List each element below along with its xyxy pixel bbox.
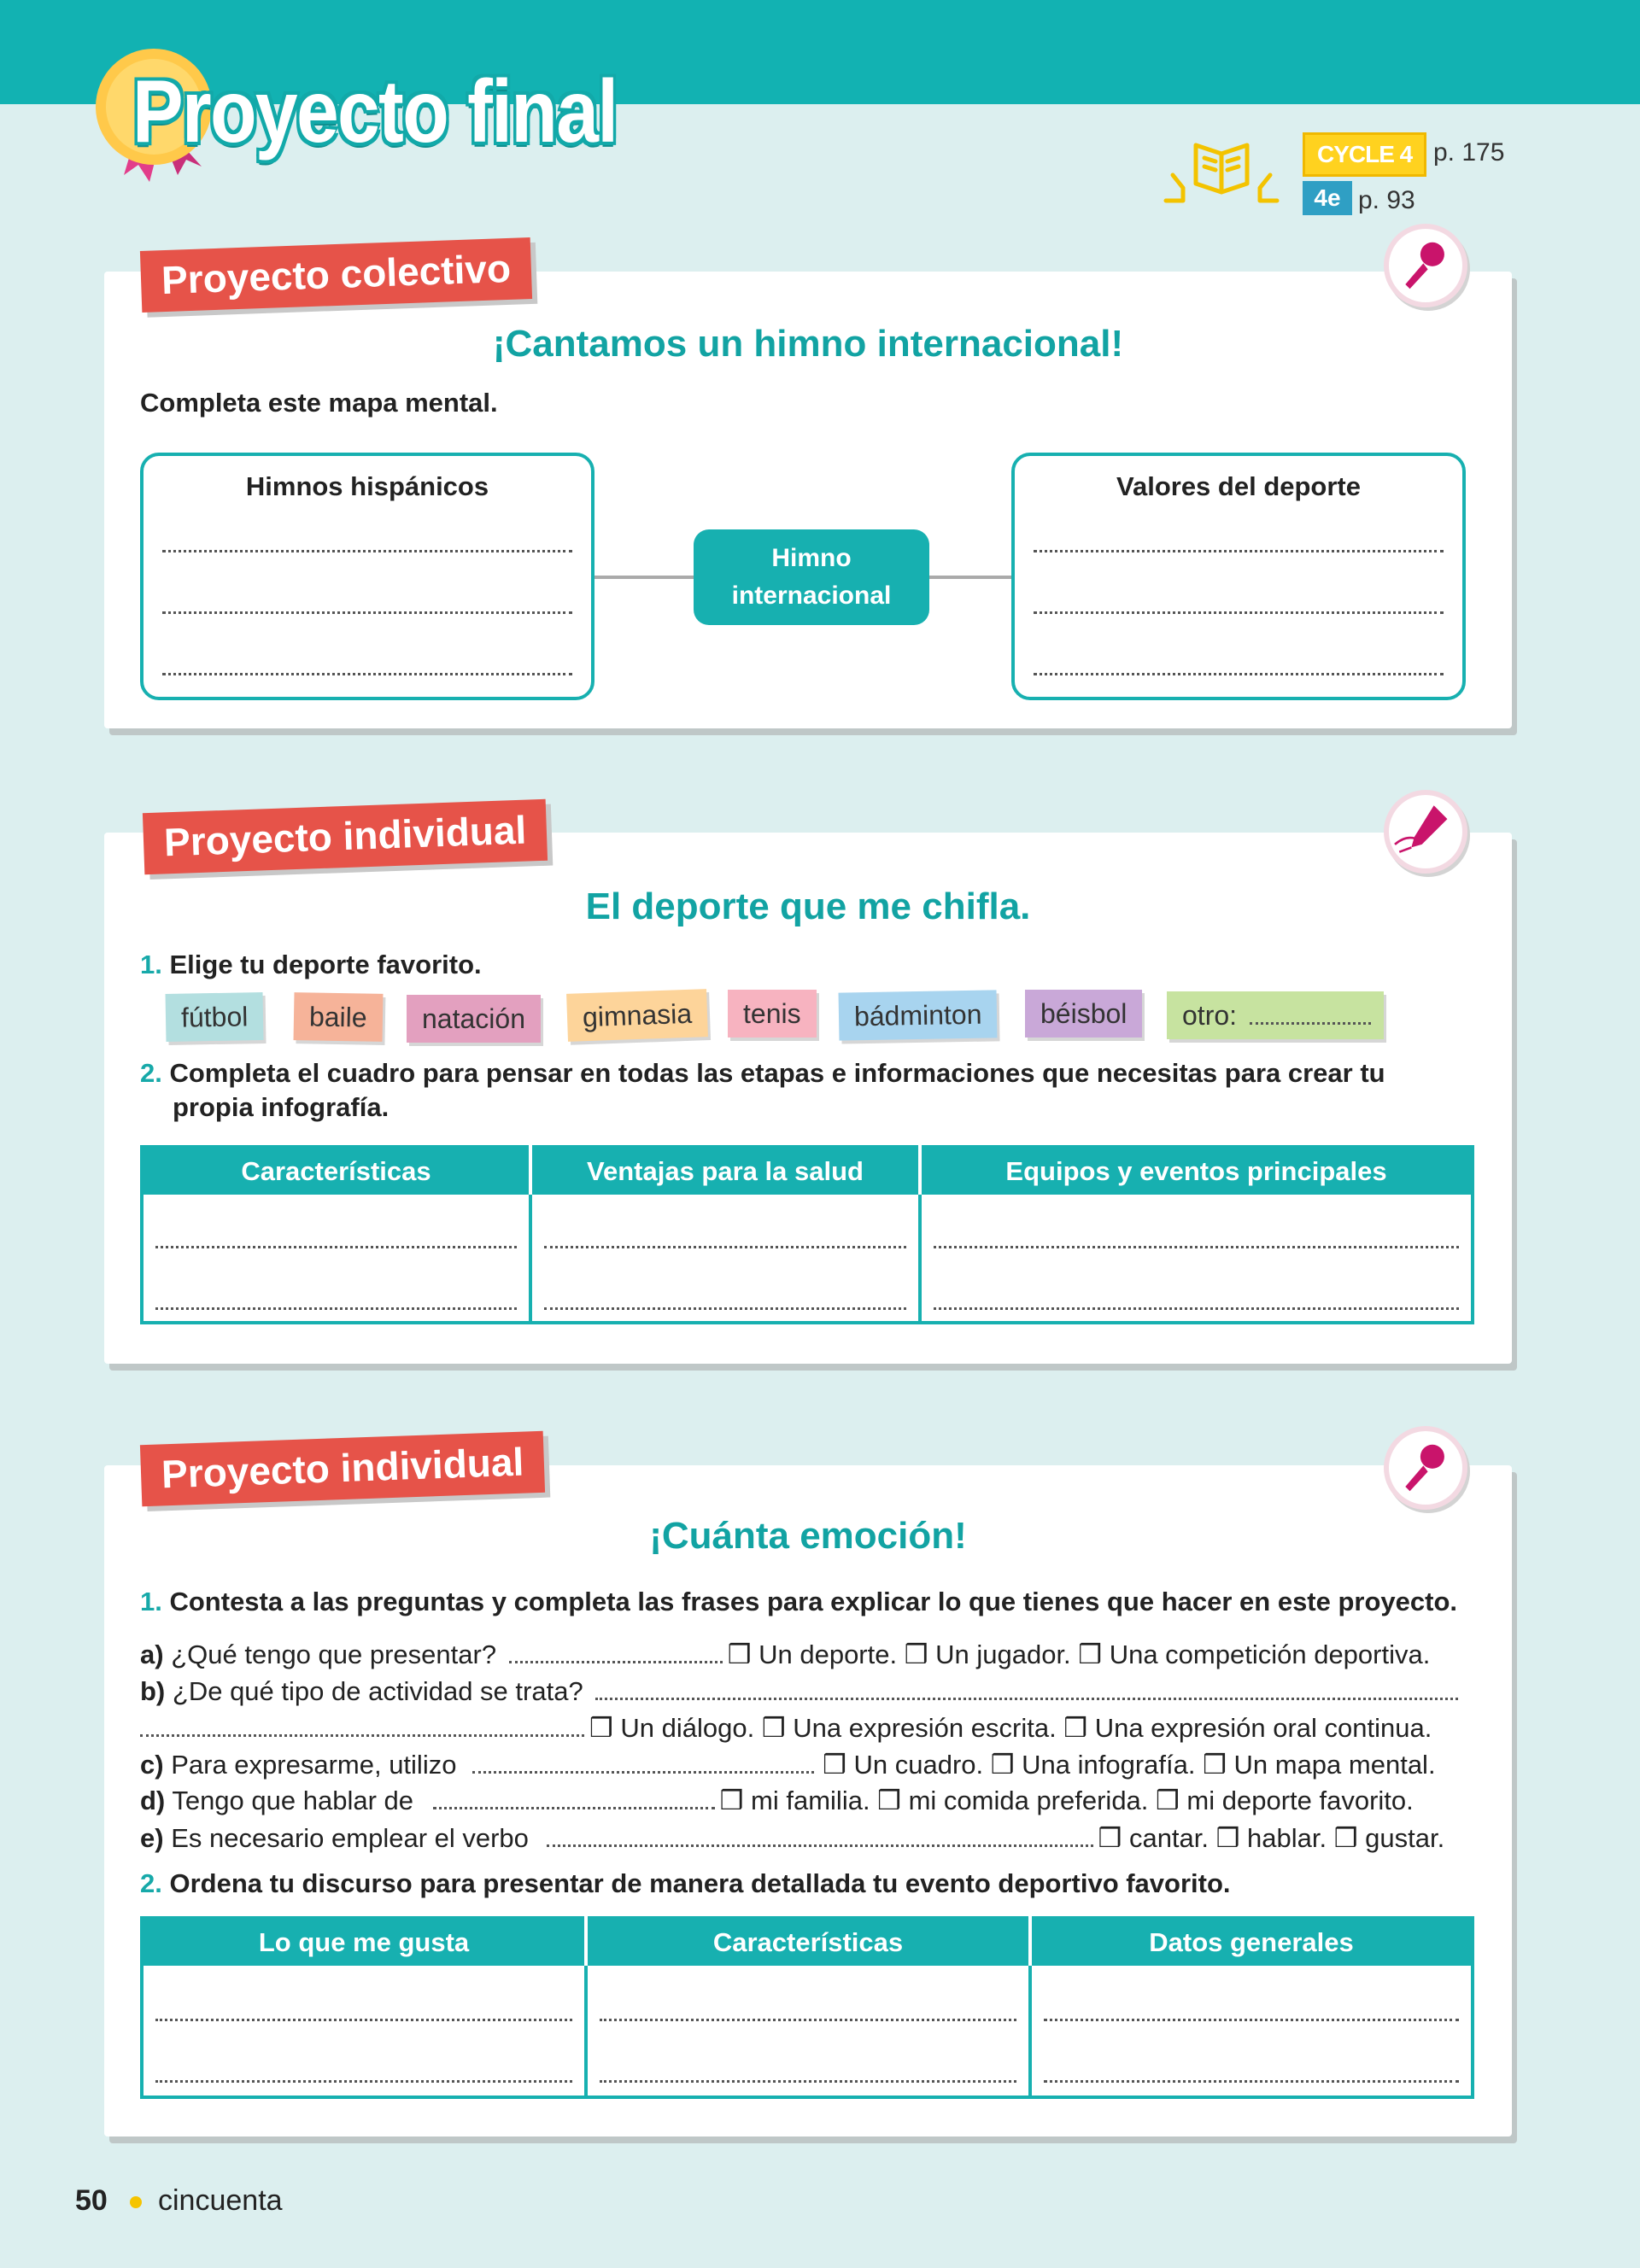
mindmap-box-values (1011, 453, 1466, 700)
page-number: 50 (75, 2184, 108, 2217)
item-label: e) (140, 1823, 164, 1853)
mindmap-connector (929, 576, 1015, 579)
answer-line[interactable] (140, 1728, 584, 1737)
answer-line[interactable] (472, 1765, 814, 1774)
item-label: d) (140, 1786, 166, 1815)
project-card-collective (104, 272, 1512, 728)
other-answer-line[interactable] (1250, 1016, 1371, 1025)
answer-line[interactable] (162, 673, 572, 675)
infographic-table (140, 1145, 1474, 1324)
table-header: Características (142, 1147, 530, 1195)
instruction: Completa este mapa mental. (140, 388, 498, 418)
cycle-page-ref: p. 175 (1433, 138, 1505, 167)
microphone-icon (1384, 224, 1467, 307)
answer-line[interactable] (1034, 550, 1444, 552)
section-title: ¡Cuánta emoción! (649, 1515, 967, 1557)
mindmap-center-node (694, 529, 929, 625)
item-text: Para expresarme, utilizo (171, 1750, 457, 1780)
answer-line[interactable] (162, 550, 572, 552)
question-2-continued: propia infografía. (173, 1092, 390, 1122)
sport-option-other[interactable] (1167, 991, 1384, 1039)
grade-page-ref: p. 93 (1358, 186, 1415, 214)
sport-option[interactable]: fútbol (166, 992, 264, 1042)
grade-badge: 4e (1303, 181, 1352, 215)
table-cell[interactable] (1030, 1966, 1473, 2097)
answer-line[interactable] (1034, 611, 1444, 614)
table-header: Lo que me gusta (142, 1918, 586, 1966)
sport-option[interactable]: bádminton (839, 990, 998, 1040)
sport-option[interactable]: tenis (728, 990, 817, 1038)
table-cell[interactable] (530, 1195, 920, 1323)
other-label: otro: (1182, 1000, 1238, 1031)
page-title: Proyecto final (132, 62, 618, 161)
open-book-reading-icon (1157, 137, 1286, 205)
question-1 (140, 1585, 1457, 1619)
item-label: a) (140, 1640, 164, 1669)
cycle-badge: CYCLE 4 (1303, 132, 1426, 177)
question-2 (140, 1056, 1385, 1090)
item-label: c) (140, 1750, 164, 1780)
mindmap-box-heading: Himnos hispánicos (245, 471, 489, 501)
question-text: Completa el cuadro para pensar en todas las etapas e informaciones que necesitas para crear tu (169, 1058, 1385, 1088)
question-text: Elige tu deporte favorito. (169, 950, 482, 979)
item-d (140, 1784, 1414, 1818)
page-number-word: cincuenta (158, 2184, 283, 2217)
project-card-individual-sport (104, 833, 1512, 1364)
question-1 (140, 948, 482, 982)
question-2 (140, 1867, 1231, 1901)
table-cell[interactable] (142, 1966, 586, 2097)
sport-option[interactable]: baile (294, 992, 384, 1042)
footer-bullet (130, 2196, 142, 2208)
item-options[interactable]: ❒ mi familia. ❒ mi comida preferida. ❒ mi deporte favorito. (719, 1786, 1414, 1815)
item-b-continued (140, 1711, 1432, 1745)
item-label: b) (140, 1676, 166, 1706)
section-tag: Proyecto individual (140, 1431, 546, 1506)
answer-line[interactable] (595, 1692, 1458, 1700)
center-node-line: internacional (731, 582, 892, 610)
item-b (140, 1675, 1458, 1709)
item-options[interactable]: ❒ Un cuadro. ❒ Una infografía. ❒ Un mapa mental. (823, 1750, 1436, 1780)
table-header: Equipos y eventos principales (920, 1147, 1473, 1195)
item-c (140, 1748, 1436, 1782)
answer-line[interactable] (162, 611, 572, 614)
fountain-pen-icon (1384, 790, 1467, 874)
question-number: 2. (140, 1868, 162, 1898)
question-text: Contesta a las preguntas y completa las frases para explicar lo que tienes que hacer en este proyecto. (169, 1587, 1458, 1616)
table-cell[interactable] (586, 1966, 1030, 2097)
answer-line[interactable] (1034, 673, 1444, 675)
answer-line[interactable] (433, 1801, 715, 1809)
item-options[interactable]: ❒ Un diálogo. ❒ Una expresión escrita. ❒ Una expresión oral continua. (589, 1713, 1432, 1743)
item-text: Tengo que hablar de (172, 1786, 414, 1815)
table-header: Datos generales (1030, 1918, 1473, 1966)
sport-option[interactable]: natación (407, 995, 541, 1043)
microphone-icon (1384, 1426, 1467, 1510)
table-header: Características (586, 1918, 1030, 1966)
table-cell[interactable] (920, 1195, 1473, 1323)
question-number: 1. (140, 950, 162, 979)
sport-option[interactable]: gimnasia (566, 989, 708, 1042)
project-card-individual-emotion (104, 1465, 1512, 2136)
sport-option[interactable]: béisbol (1025, 990, 1142, 1038)
mindmap-connector (594, 576, 697, 579)
answer-line[interactable] (547, 1838, 1093, 1847)
center-node-line: Himno (771, 544, 852, 572)
section-tag: Proyecto individual (143, 799, 548, 874)
section-title: El deporte que me chifla. (585, 886, 1031, 927)
speech-table (140, 1916, 1474, 2099)
question-number: 2. (140, 1058, 162, 1088)
item-e (140, 1821, 1444, 1856)
item-text: ¿De qué tipo de actividad se trata? (172, 1676, 583, 1706)
table-header: Ventajas para la salud (530, 1147, 920, 1195)
answer-line[interactable] (509, 1655, 723, 1663)
item-a (140, 1638, 1430, 1672)
item-text: Es necesario emplear el verbo (171, 1823, 529, 1853)
question-number: 1. (140, 1587, 162, 1616)
table-cell[interactable] (142, 1195, 530, 1323)
item-text: ¿Qué tengo que presentar? (171, 1640, 497, 1669)
section-title: ¡Cantamos un himno internacional! (492, 323, 1124, 365)
mindmap-box-heading: Valores del deporte (1116, 471, 1361, 501)
section-tag: Proyecto colectivo (140, 237, 532, 313)
item-options[interactable]: ❒ cantar. ❒ hablar. ❒ gustar. (1098, 1823, 1445, 1853)
mindmap-box-hymns (140, 453, 594, 700)
item-options[interactable]: ❒ Un deporte. ❒ Un jugador. ❒ Una competición deportiva. (727, 1640, 1431, 1669)
question-text: Ordena tu discurso para presentar de manera detallada tu evento deportivo favorito. (169, 1868, 1231, 1898)
